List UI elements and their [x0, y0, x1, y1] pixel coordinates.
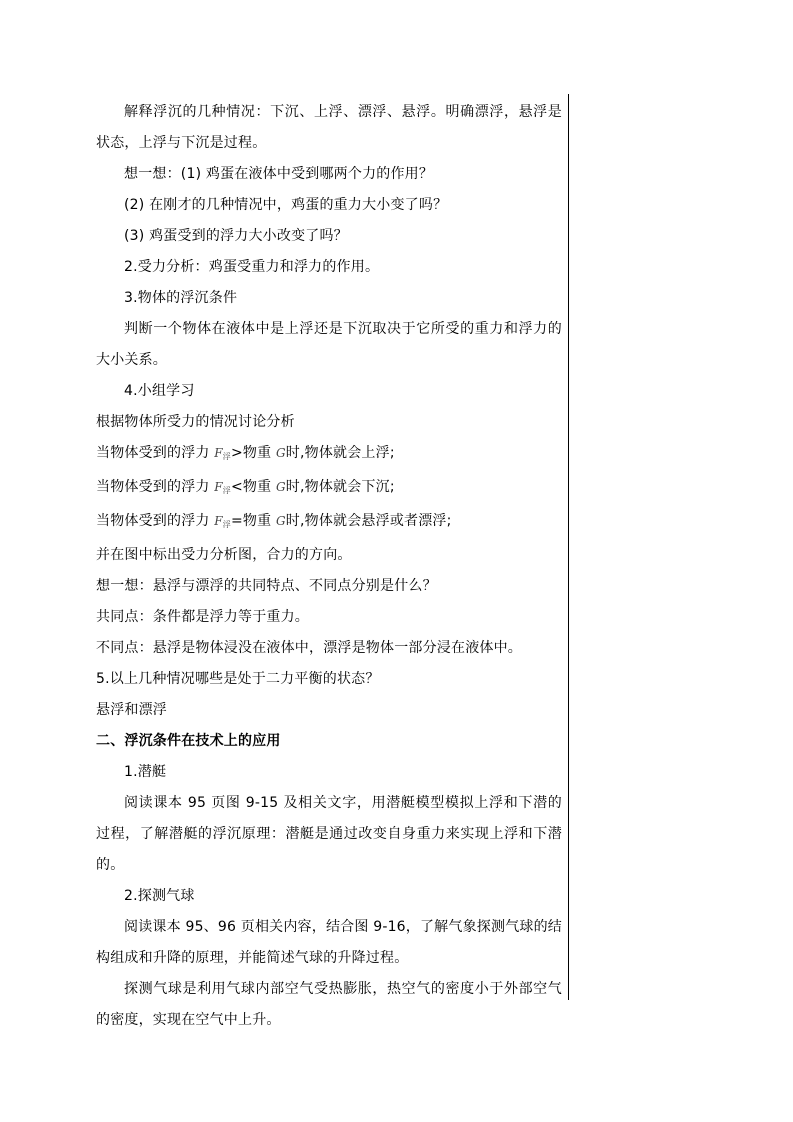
- condition-suffix: 时,物体就会悬浮或者漂浮;: [285, 513, 452, 529]
- balloon-title: 2.探测气球: [124, 888, 195, 904]
- weight-symbol: G: [275, 446, 286, 460]
- condition-suspend: [96, 506, 562, 540]
- balloon-reading: 阅读课本 95、96 页相关内容，结合图 9-16，了解气象探测气球的结构组成和升降的原理，并能简述气球的升降过程。: [96, 919, 562, 966]
- buoyancy-symbol: $F_浮$: [214, 446, 231, 461]
- condition-sink: [96, 472, 562, 506]
- comparison-question: 想一想：悬浮与漂浮的共同特点、不同点分别是什么？: [96, 578, 437, 594]
- condition-suffix: 时,物体就会下沉;: [285, 479, 395, 495]
- paragraph-states: 解释浮沉的几种情况：下沉、上浮、漂浮、悬浮。明确漂浮，悬浮是状态，上浮与下沉是过程。: [96, 104, 562, 151]
- question-1: 想一想：(1) 鸡蛋在液体中受到哪两个力的作用？: [124, 166, 434, 182]
- condition-relation: =物重: [230, 513, 276, 529]
- submarine-title: 1.潜艇: [124, 764, 167, 780]
- condition-rise: [96, 438, 562, 472]
- weight-symbol: G: [275, 480, 286, 494]
- section-heading: 二、浮沉条件在技术上的应用: [96, 733, 281, 749]
- submarine-text: 阅读课本 95 页图 9-15 及相关文字，用潜艇模型模拟上浮和下潜的过程，了解潜艇的浮沉原理：潜艇是通过改变自身重力来实现上浮和下潜的。: [96, 795, 562, 873]
- buoyancy-symbol: $F_浮$: [214, 480, 231, 495]
- floating-conditions-text: 判断一个物体在液体中是上浮还是下沉取决于它所受的重力和浮力的大小关系。: [96, 321, 562, 368]
- balloon-principle: 探测气球是利用气球内部空气受热膨胀，热空气的密度小于外部空气的密度，实现在空气中上升。: [96, 981, 562, 1028]
- condition-prefix: 当物体受到的浮力: [96, 479, 215, 495]
- condition-suffix: 时,物体就会上浮;: [285, 445, 395, 461]
- question-2: (2) 在刚才的几种情况中，鸡蛋的重力大小变了吗？: [124, 197, 448, 213]
- condition-prefix: 当物体受到的浮力: [96, 445, 215, 461]
- buoyancy-symbol: $F_浮$: [214, 514, 231, 529]
- equilibrium-question: 5.以上几种情况哪些是处于二力平衡的状态？: [96, 671, 380, 687]
- force-analysis: 2.受力分析：鸡蛋受重力和浮力的作用。: [124, 259, 380, 275]
- common-points: 共同点：条件都是浮力等于重力。: [96, 609, 309, 625]
- question-3: (3) 鸡蛋受到的浮力大小改变了吗？: [124, 228, 348, 244]
- diagram-instruction: 并在图中标出受力分析图，合力的方向。: [96, 547, 352, 563]
- floating-conditions-title: 3.物体的浮沉条件: [124, 290, 238, 306]
- table-right-border: [568, 94, 569, 1000]
- equilibrium-answer: 悬浮和漂浮: [96, 702, 167, 718]
- weight-symbol: G: [275, 514, 286, 528]
- lesson-content: [96, 97, 562, 1036]
- condition-relation: >物重: [230, 445, 276, 461]
- condition-prefix: 当物体受到的浮力: [96, 513, 215, 529]
- different-points: 不同点：悬浮是物体浸没在液体中，漂浮是物体一部分浸在液体中。: [96, 640, 522, 656]
- condition-relation: <物重: [230, 479, 276, 495]
- discussion-intro: 根据物体所受力的情况讨论分析: [96, 414, 295, 430]
- group-study-title: 4.小组学习: [124, 383, 195, 399]
